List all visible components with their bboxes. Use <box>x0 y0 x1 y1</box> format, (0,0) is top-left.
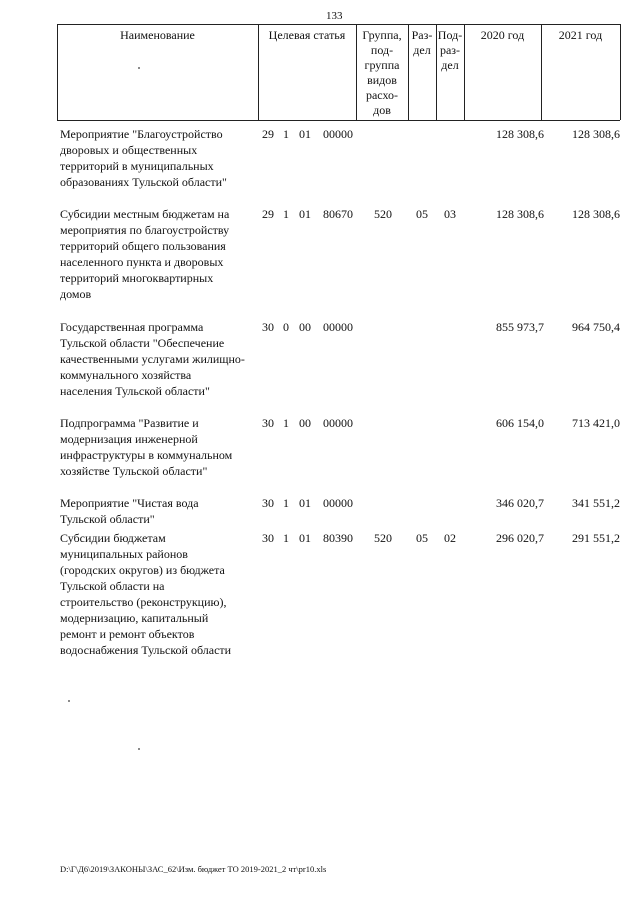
subsection-code: 03 <box>444 207 456 221</box>
measure-code: 01 <box>299 207 311 221</box>
expense-type: 520 <box>374 207 392 221</box>
scan-speck <box>68 700 70 702</box>
row-name: Субсидии местным бюджетам на мероприятия по благоустройству территорий общего пользования населенного пункта и дворовых территорий многоквартирных домов <box>60 207 230 301</box>
header-top-border <box>57 24 620 25</box>
header-bottom-border <box>57 120 620 121</box>
measure-code: 01 <box>299 531 311 545</box>
program-code: 30 <box>262 496 274 510</box>
file-path-footer: D:\Г\Д6\2019\ЗАКОНЫ\ЗАС_62\Изм. бюджет ТО 2019-2021_2 чт\pr10.xls <box>60 864 327 874</box>
expense-type: 520 <box>374 531 392 545</box>
amount-2020: 128 308,6 <box>496 207 544 221</box>
subprogram-code: 1 <box>283 416 289 430</box>
measure-code: 01 <box>299 496 311 510</box>
row-name: Государственная программа Тульской области "Обеспечение качественными услугами жилищно- коммунального хозяйства населения Тульской области" <box>60 320 245 398</box>
measure-code: 00 <box>299 416 311 430</box>
program-code: 29 <box>262 207 274 221</box>
subprogram-code: 1 <box>283 531 289 545</box>
subprogram-code: 1 <box>283 207 289 221</box>
direction-code: 00000 <box>323 320 353 334</box>
subsection-code: 02 <box>444 531 456 545</box>
header-subsection: Под- раз- дел <box>437 28 463 72</box>
program-code: 30 <box>262 531 274 545</box>
amount-2021: 964 750,4 <box>572 320 620 334</box>
direction-code: 80390 <box>323 531 353 545</box>
amount-2020: 128 308,6 <box>496 127 544 141</box>
header-2021: 2021 год <box>558 28 603 42</box>
direction-code: 00000 <box>323 416 353 430</box>
row-name: Мероприятие "Благоустройство дворовых и общественных территорий в муниципальных образованиях Тульской области" <box>60 127 227 189</box>
header-2020: 2020 год <box>480 28 525 42</box>
subprogram-code: 0 <box>283 320 289 334</box>
amount-2021: 341 551,2 <box>572 496 620 510</box>
scan-speck <box>138 67 140 69</box>
direction-code: 00000 <box>323 496 353 510</box>
amount-2021: 713 421,0 <box>572 416 620 430</box>
amount-2021: 128 308,6 <box>572 127 620 141</box>
scan-speck <box>138 748 140 750</box>
header-section: Раз- дел <box>411 28 433 57</box>
header-target: Целевая статья <box>268 28 346 42</box>
row-name: Мероприятие "Чистая вода Тульской области" <box>60 496 199 526</box>
amount-2020: 296 020,7 <box>496 531 544 545</box>
measure-code: 01 <box>299 127 311 141</box>
row-name: Субсидии бюджетам муниципальных районов (городских округов) из бюджета Тульской области на строительство (реконструкцию), модернизацию, капитальный ремонт и ремонт объектов водоснабжения Тульской области <box>60 531 232 657</box>
subprogram-code: 1 <box>283 127 289 141</box>
section-code: 05 <box>416 531 428 545</box>
col-divider <box>620 24 621 120</box>
amount-2021: 128 308,6 <box>572 207 620 221</box>
section-code: 05 <box>416 207 428 221</box>
amount-2021: 291 551,2 <box>572 531 620 545</box>
program-code: 30 <box>262 320 274 334</box>
amount-2020: 606 154,0 <box>496 416 544 430</box>
page-number: 133 <box>326 10 343 22</box>
header-name: Наименование <box>120 28 195 42</box>
program-code: 30 <box>262 416 274 430</box>
measure-code: 00 <box>299 320 311 334</box>
direction-code: 80670 <box>323 207 353 221</box>
header-group: Группа, под- группа видов расхо- дов <box>362 28 402 117</box>
amount-2020: 855 973,7 <box>496 320 544 334</box>
amount-2020: 346 020,7 <box>496 496 544 510</box>
program-code: 29 <box>262 127 274 141</box>
row-name: Подпрограмма "Развитие и модернизация инженерной инфраструктуры в коммунальном хозяйстве Тульской области" <box>60 416 233 478</box>
subprogram-code: 1 <box>283 496 289 510</box>
direction-code: 00000 <box>323 127 353 141</box>
